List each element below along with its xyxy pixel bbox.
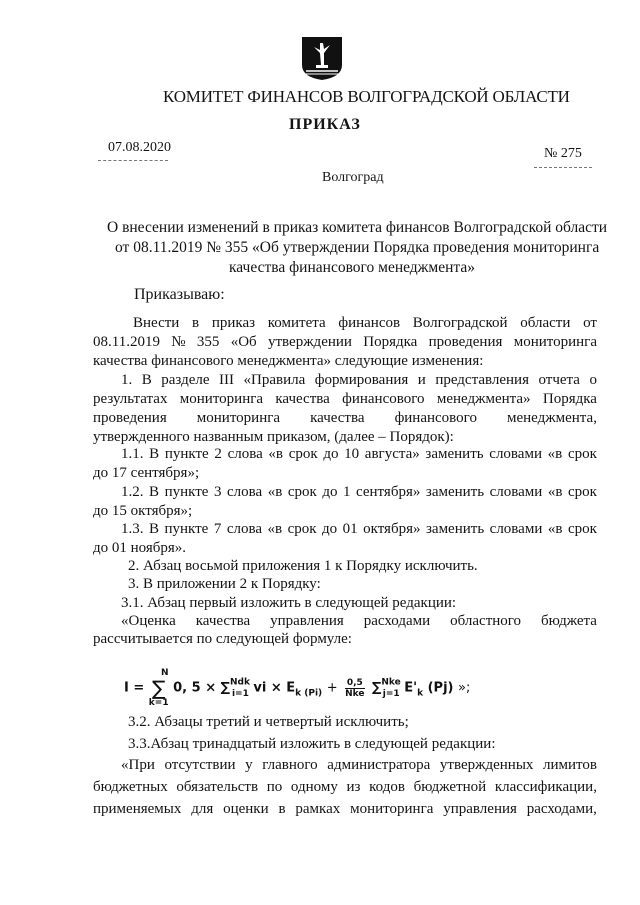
quote2-line-1 [121, 756, 597, 774]
word: № [171, 334, 186, 350]
coat-of-arms-icon [300, 35, 344, 81]
word: формирования [314, 372, 409, 388]
word: разделе [161, 372, 210, 388]
word: управления [443, 801, 517, 817]
word: менеджмента, [506, 410, 597, 426]
word: III [219, 372, 235, 388]
word: срок [287, 521, 317, 537]
word: 2 [214, 446, 222, 462]
word: мониторинга [513, 334, 597, 350]
word: В [148, 521, 159, 537]
word: мониторинга [179, 391, 264, 407]
word: 1 [343, 484, 351, 500]
word: 08.11.2019 [93, 334, 160, 350]
word: словами [489, 446, 542, 462]
word: Порядка [363, 334, 418, 350]
word: «в [547, 521, 563, 537]
intro-line-3: качества финансового менеджмента» следующие изменения: [93, 353, 484, 369]
word: менеджмента» [436, 391, 531, 407]
p1-line-3 [93, 409, 597, 427]
word: областного [450, 613, 522, 629]
word: утверждении [267, 334, 352, 350]
word: в [278, 801, 286, 817]
p12-line-1 [121, 483, 597, 501]
intro-line-2 [93, 333, 597, 351]
word: «Правила [243, 372, 306, 388]
formula: I = N ∑ k=1 0, 5 × ∑$^{Ndk}_{i=1}$ vi × $E_{k (Pi)}$ + $\frac{0,5}{\text{Nke}} \sum^{Nke}_{j=1}$ $E'_k$ (Pj) »; [124, 668, 471, 708]
p2: 2. Абзац восьмой приложения 1 к Порядку исключить. [128, 558, 478, 574]
p11-line-2: до 17 сентября»; [93, 465, 200, 481]
order-number: № 275 [544, 146, 582, 161]
word: пункте [164, 521, 209, 537]
word: проведения [428, 334, 503, 350]
p11-line-1 [121, 445, 597, 463]
word: слова [226, 521, 262, 537]
word: отчета [538, 372, 580, 388]
word: «в [267, 484, 283, 500]
word: качества [195, 613, 251, 629]
word: финансов [338, 315, 401, 331]
word: администратора [327, 757, 431, 773]
p33: 3.3.Абзац тринадцатый изложить в следующей редакции: [128, 736, 496, 752]
intro-line-1 [133, 314, 597, 332]
word: 10 [344, 446, 360, 462]
word: кодов [369, 779, 405, 795]
word: «При [121, 757, 155, 773]
word: срок [567, 484, 597, 500]
word: срок [287, 484, 317, 500]
p1-line-1 [121, 371, 597, 389]
word: главного [262, 757, 318, 773]
word: словами [489, 484, 543, 500]
word: финансового [342, 391, 425, 407]
word: слова [227, 446, 263, 462]
word: Внести [133, 315, 180, 331]
word: В [149, 446, 160, 462]
word: оценки [223, 801, 269, 817]
word: сентября» [356, 484, 421, 500]
word: В [141, 372, 152, 388]
word: слова [227, 484, 263, 500]
word: бюджета [541, 613, 597, 629]
word: у [245, 757, 253, 773]
p1-line-4: утвержденного названным приказом, (далее – Порядок): [93, 429, 454, 445]
word: расходами [363, 613, 431, 629]
p13-line-1 [121, 520, 597, 538]
word: приказ [211, 315, 256, 331]
word: «в [547, 446, 563, 462]
word: управления [270, 613, 344, 629]
word: срок [567, 446, 597, 462]
word: 355 [196, 334, 220, 350]
word: расходами, [526, 801, 597, 817]
date-underline [98, 160, 168, 161]
word: заменить [425, 446, 484, 462]
quote2-line-3 [93, 800, 597, 818]
p32: 3.2. Абзацы третий и четвертый исключить; [128, 714, 409, 730]
p1-line-2 [93, 390, 597, 408]
quote2-line-2 [93, 778, 597, 796]
word: августа» [364, 446, 420, 462]
word: 1.3. [121, 521, 144, 537]
word: рамках [295, 801, 341, 817]
word: до [322, 521, 338, 537]
word: для [191, 801, 214, 817]
p31: 3.1. Абзац первый изложить в следующей редакции: [121, 595, 457, 611]
word: одному [290, 779, 338, 795]
word: мониторинга [196, 410, 281, 426]
word: бюджетных [93, 779, 168, 795]
word: до [323, 446, 339, 462]
word: заменить [425, 521, 485, 537]
title-line-2: от 08.11.2019 № 355 «Об утверждении Порядка проведения мониторинга [115, 239, 600, 256]
word: результатах [93, 391, 168, 407]
word: от [583, 315, 597, 331]
word: финансового [394, 410, 477, 426]
word: 1.1. [121, 446, 144, 462]
word: Порядка [542, 391, 597, 407]
quote1-line-2: рассчитывается по следующей формуле: [93, 631, 352, 647]
word: 1.2. [121, 484, 144, 500]
word: октября» [363, 521, 421, 537]
city: Волгоград [322, 170, 384, 185]
word: мониторинга [350, 801, 434, 817]
word: комитета [267, 315, 326, 331]
word: «в [547, 484, 563, 500]
word: «Об [230, 334, 257, 350]
word: срок [567, 521, 597, 537]
word: представления [435, 372, 529, 388]
word: обязательств [176, 779, 259, 795]
title-line-1: О внесении изменений в приказ комитета финансов Волгоградской области [107, 219, 608, 236]
word: и [417, 372, 426, 388]
word: утвержденных [439, 757, 534, 773]
p13-line-2: до 01 ноября». [93, 540, 187, 556]
word: качества [275, 391, 330, 407]
word: 1. [121, 372, 133, 388]
word: «в [267, 521, 283, 537]
order-date: 07.08.2020 [108, 140, 171, 155]
word: применяемых [93, 801, 182, 817]
word: бюджетной [413, 779, 487, 795]
word: по [266, 779, 283, 795]
word: области [520, 315, 571, 331]
word: в [192, 315, 200, 331]
title-line-3: качества финансового менеджмента» [229, 259, 475, 276]
word: о [589, 372, 597, 388]
word: заменить [425, 484, 485, 500]
word: проведения [93, 410, 167, 426]
word: лимитов [543, 757, 597, 773]
word: качества [310, 410, 365, 426]
word: 3 [213, 484, 222, 500]
document-type: ПРИКАЗ [289, 116, 361, 133]
word: «Оценка [121, 613, 176, 629]
p3: 3. В приложении 2 к Порядку: [128, 576, 321, 592]
word: словами [489, 521, 543, 537]
number-underline [534, 167, 592, 168]
word: отсутствии [164, 757, 236, 773]
word: Волгоградской [412, 315, 508, 331]
p12-line-2: до 15 октября»; [93, 503, 193, 519]
word: пункте [164, 446, 209, 462]
word: «в [268, 446, 284, 462]
word: срок [288, 446, 318, 462]
word: пункте [164, 484, 209, 500]
prikazyvayu: Приказываю: [134, 286, 225, 303]
word: В [149, 484, 160, 500]
word: классификации, [494, 779, 597, 795]
committee-heading: КОМИТЕТ ФИНАНСОВ ВОЛГОГРАДСКОЙ ОБЛАСТИ [163, 87, 570, 106]
quote1-line-1 [121, 612, 597, 630]
word: из [346, 779, 361, 795]
word: до [322, 484, 338, 500]
word: 7 [213, 521, 222, 537]
word: 01 [342, 521, 358, 537]
